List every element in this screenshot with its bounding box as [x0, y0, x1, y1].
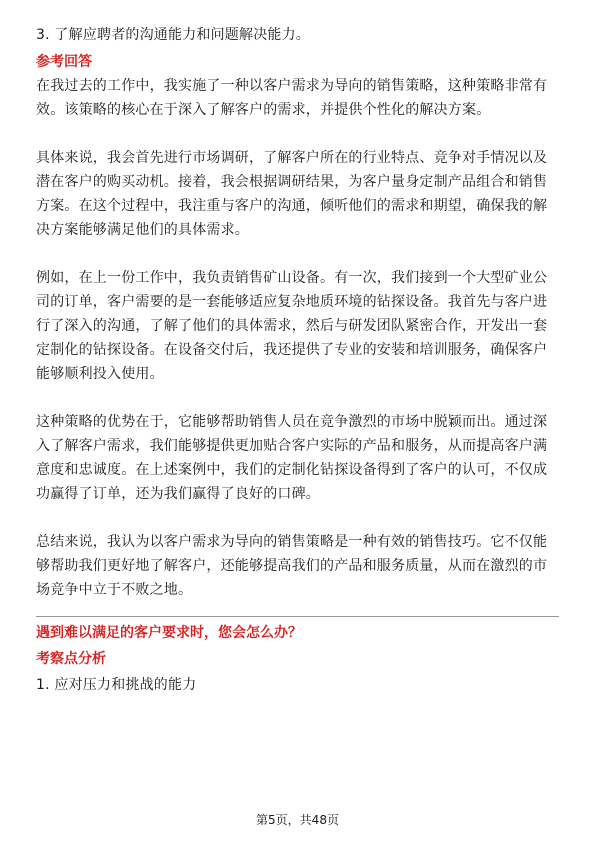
page-number-footer: 第5页，共48页 [256, 813, 339, 827]
paragraph-line: 入了解客户需求，我们能够提供更加贴合客户实际的产品和服务，从而提高客户满 [36, 438, 548, 454]
paragraph-2 [36, 146, 559, 242]
paragraph-5 [36, 530, 559, 602]
paragraph-line: 例如，在上一份工作中，我负责销售矿山设备。有一次，我们接到一个大型矿业公 [36, 270, 548, 286]
document-page [36, 23, 559, 697]
next-question-heading: 遇到难以满足的客户要求时，您会怎么办？ [36, 625, 302, 641]
paragraph-line: 潜在客户的购买动机。接着，我会根据调研结果，为客户量身定制产品组合和销售 [36, 174, 548, 190]
paragraph-1 [36, 74, 559, 122]
intro-list-item: 3. 了解应聘者的沟通能力和问题解决能力。 [36, 27, 311, 43]
paragraph-line: 效。该策略的核心在于深入了解客户的需求，并提供个性化的解决方案。 [36, 102, 491, 118]
paragraph-line: 在我过去的工作中，我实施了一种以客户需求为导向的销售策略，这种策略非常有 [36, 78, 548, 94]
paragraph-line: 够帮助我们更好地了解客户，还能够提高我们的产品和服务质量，从而在激烈的市 [36, 558, 548, 574]
answer-body [36, 74, 559, 602]
paragraph-line: 决方案能够满足他们的具体需求。 [36, 222, 249, 238]
paragraph-line: 意度和忠诚度。在上述案例中，我们的定制化钻探设备得到了客户的认可，不仅成 [36, 462, 548, 478]
answer-heading: 参考回答 [36, 54, 92, 70]
paragraph-line: 功赢得了订单，还为我们赢得了良好的口碑。 [36, 486, 320, 502]
paragraph-line: 场竞争中立于不败之地。 [36, 582, 193, 598]
paragraph-line: 定制化的钻探设备。在设备交付后，我还提供了专业的安装和培训服务，确保客户 [36, 342, 548, 358]
paragraph-line: 方案。在这个过程中，我注重与客户的沟通，倾听他们的需求和期望，确保我的解 [36, 198, 548, 214]
paragraph-3 [36, 266, 559, 386]
paragraph-line: 司的订单，客户需要的是一套能够适应复杂地质环境的钻探设备。我首先与客户进 [36, 294, 548, 310]
paragraph-line: 具体来说，我会首先进行市场调研，了解客户所在的行业特点、竞争对手情况以及 [36, 150, 548, 166]
analysis-heading: 考察点分析 [36, 651, 106, 667]
analysis-list-item: 1. 应对压力和挑战的能力 [36, 677, 197, 693]
paragraph-line: 能够顺利投入使用。 [36, 366, 164, 382]
paragraph-line: 这种策略的优势在于，它能够帮助销售人员在竞争激烈的市场中脱颖而出。通过深 [36, 414, 548, 430]
paragraph-line: 总结来说，我认为以客户需求为导向的销售策略是一种有效的销售技巧。它不仅能 [36, 534, 548, 550]
paragraph-line: 行了深入的沟通，了解了他们的具体需求，然后与研发团队紧密合作，开发出一套 [36, 318, 548, 334]
paragraph-4 [36, 410, 559, 506]
section-divider [36, 616, 559, 617]
